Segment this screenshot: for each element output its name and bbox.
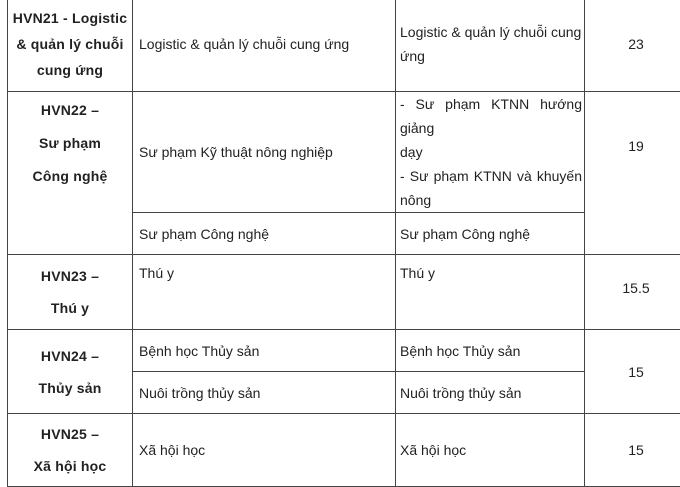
table-row: [8, 414, 680, 487]
major-cell: Nuôi trồng thủy sản: [133, 372, 396, 414]
group-code-cell: [8, 0, 133, 92]
score-cell: 19: [585, 92, 680, 255]
specialization-cell: Bệnh học Thủy sản: [396, 330, 585, 372]
group-code-cell: [8, 92, 133, 255]
group-name: Xã hội học: [8, 450, 132, 482]
specialization-line: - Sư phạm KTNN hướng giảng: [400, 92, 584, 140]
group-code: HVN23 –: [8, 260, 132, 292]
group-code-cell: [8, 414, 133, 487]
table-row: [8, 330, 680, 372]
specialization-cell: Thú y: [396, 255, 585, 330]
score-cell: 15.5: [585, 255, 680, 330]
score-cell: 15: [585, 414, 680, 487]
table-row: [8, 0, 680, 92]
table-row: [8, 92, 680, 213]
specialization-cell: Xã hội học: [396, 414, 585, 487]
specialization-cell: [396, 92, 585, 213]
group-code: HVN24 –: [8, 340, 132, 372]
major-cell: Sư phạm Kỹ thuật nông nghiệp: [133, 92, 396, 213]
score-cell: 23: [585, 0, 680, 92]
group-code-cell: [8, 330, 133, 414]
major-cell: Logistic & quản lý chuỗi cung ứng: [133, 0, 396, 92]
group-name: Sư phạm: [8, 127, 132, 160]
group-name: Thủy sản: [8, 372, 132, 404]
major-cell: Bệnh học Thủy sản: [133, 330, 396, 372]
specialization-cell: Nuôi trồng thủy sản: [396, 372, 585, 414]
major-cell: Xã hội học: [133, 414, 396, 487]
specialization-line: dạy: [400, 140, 584, 164]
major-cell: Sư phạm Công nghệ: [133, 213, 396, 255]
specialization-cell: Sư phạm Công nghệ: [396, 213, 585, 255]
group-name: Thú y: [8, 292, 132, 324]
specialization-cell: Logistic & quản lý chuỗi cung ứng: [396, 0, 585, 92]
group-code: HVN25 –: [8, 418, 132, 450]
specialization-line: - Sư phạm KTNN và khuyến: [400, 164, 584, 188]
group-code-cell: [8, 255, 133, 330]
group-code: HVN21 - Logistic & quản lý chuỗi cung ứng: [8, 5, 132, 83]
group-name: Công nghệ: [8, 160, 132, 193]
specialization-line: nông: [400, 188, 584, 212]
score-cell: 15: [585, 330, 680, 414]
major-cell: Thú y: [133, 255, 396, 330]
group-code: HVN22 –: [8, 94, 132, 127]
admission-scores-table: [7, 0, 680, 487]
table-row: [8, 255, 680, 330]
